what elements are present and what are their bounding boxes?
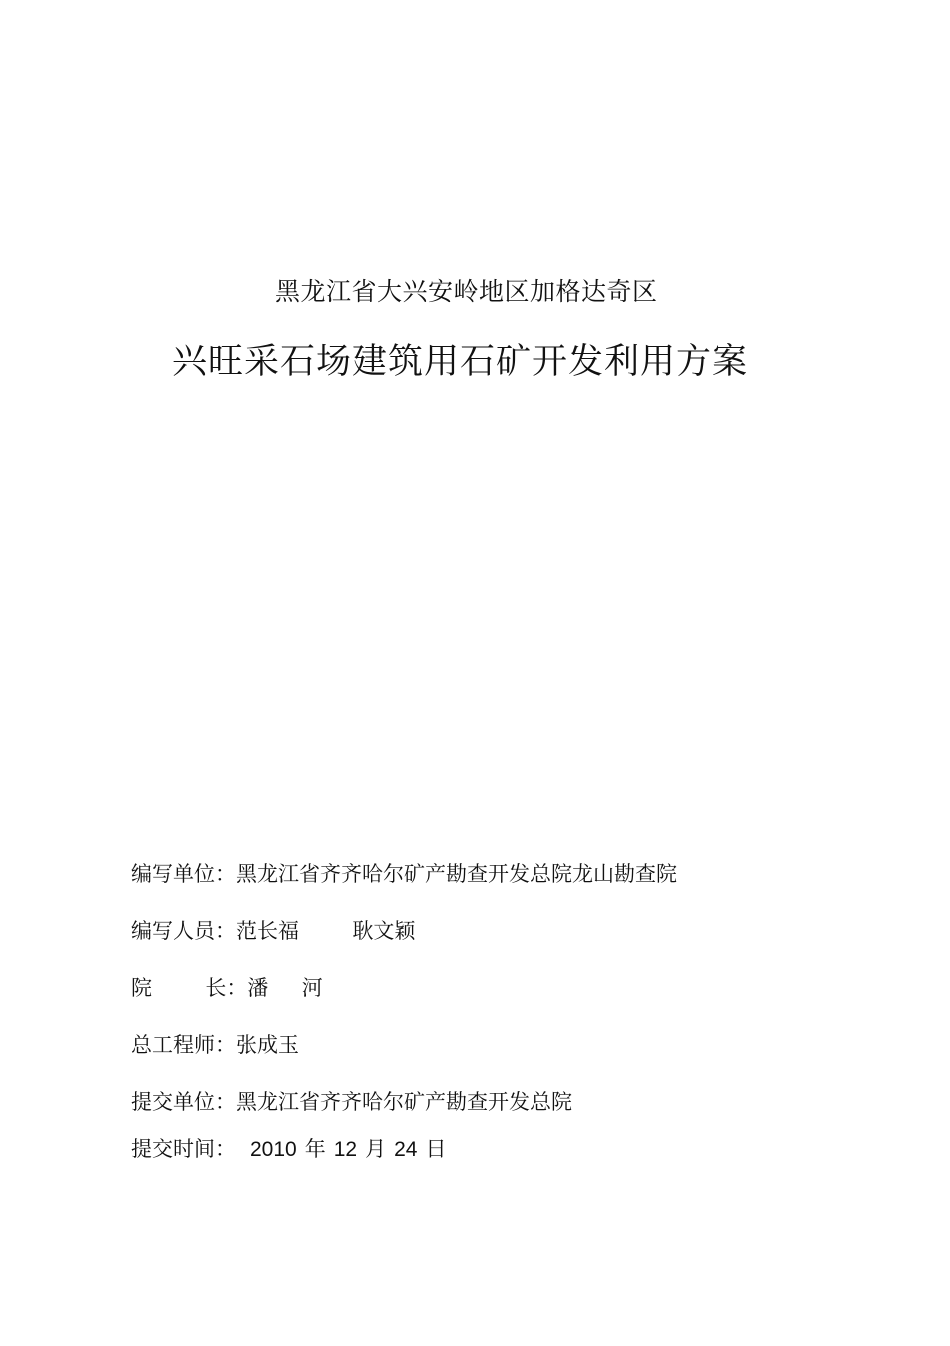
chief-engineer-value: 张成玉 (236, 1033, 299, 1057)
info-row-submitting-unit (131, 1086, 572, 1116)
submitting-unit-value: 黑龙江省齐齐哈尔矿产勘查开发总院 (236, 1090, 572, 1114)
director-value: 潘 河 (247, 976, 323, 1000)
submission-month: 12 (333, 1138, 358, 1161)
cover-title: 兴旺采石场建筑用石矿开发利用方案 (172, 342, 749, 382)
submitting-unit-label: 提交单位： (131, 1090, 236, 1114)
info-row-compiler-unit (131, 858, 677, 888)
submission-day: 24 (394, 1138, 418, 1161)
cover-subtitle: 黑龙江省大兴安岭地区加格达奇区 (275, 277, 658, 306)
compiler-staff-value: 范长福 耿文颖 (236, 919, 416, 943)
year-unit: 年 (304, 1137, 326, 1161)
compiler-staff-label: 编写人员： (131, 919, 236, 943)
submission-year: 2010 (250, 1138, 297, 1161)
submission-time-label: 提交时间： (131, 1137, 236, 1161)
info-row-chief-engineer (131, 1029, 299, 1059)
info-row-compiler-staff (131, 915, 415, 945)
submission-date (250, 1133, 454, 1163)
day-unit: 日 (425, 1137, 447, 1161)
info-row-director (131, 972, 323, 1002)
chief-engineer-label: 总工程师： (131, 1033, 236, 1057)
compiler-unit-value: 黑龙江省齐齐哈尔矿产勘查开发总院龙山勘查院 (236, 862, 677, 886)
info-row-submission-time (131, 1133, 454, 1163)
director-label: 院 长： (131, 976, 248, 1000)
compiler-unit-label: 编写单位： (131, 862, 236, 886)
month-unit: 月 (365, 1137, 387, 1161)
